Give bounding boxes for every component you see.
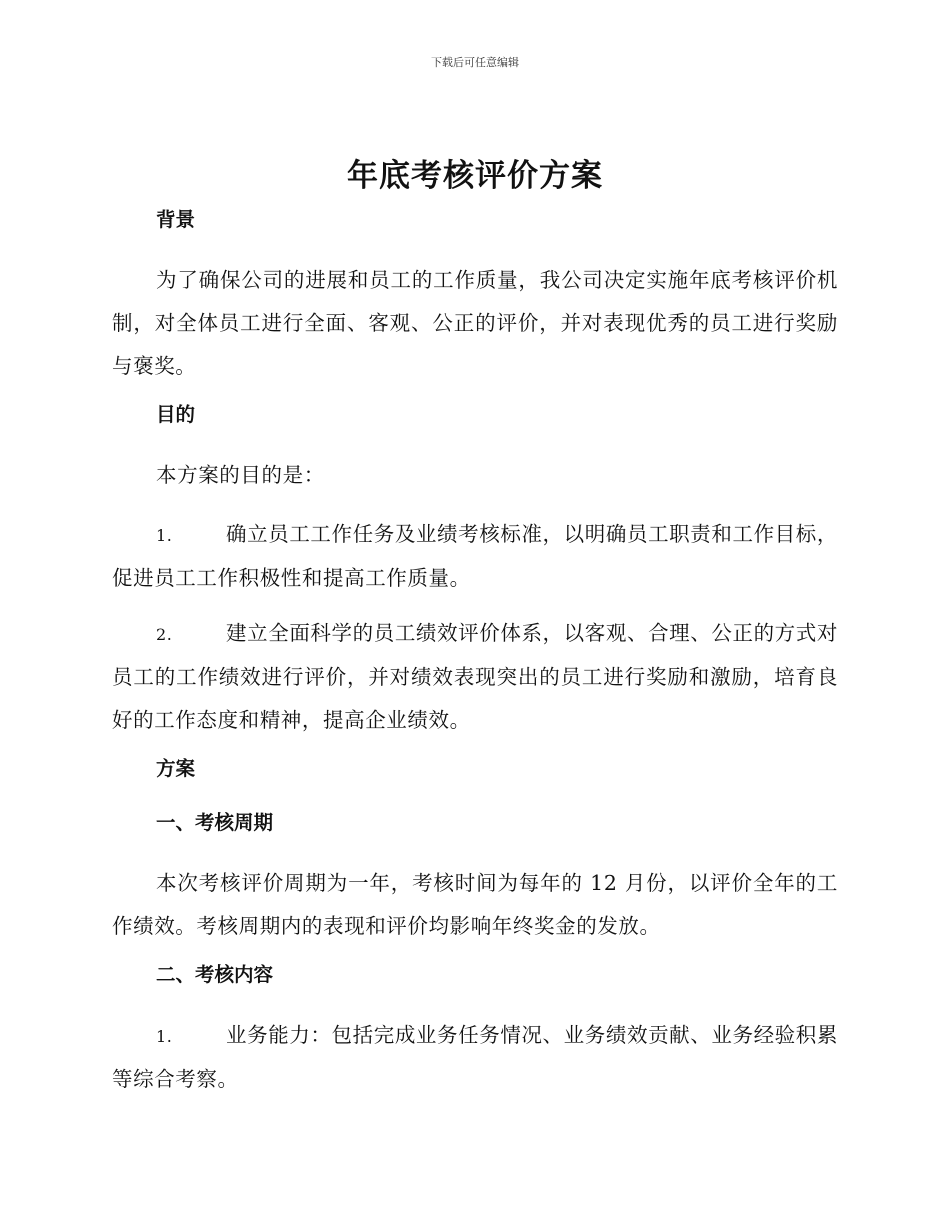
heading-plan: 方案 [156, 757, 196, 780]
paragraph-assessment-period: 本次考核评价周期为一年，考核时间为每年的 12 月份，以评价全年的工作绩效。考核周期内的表现和评价均影响年终奖金的发放。 [112, 871, 838, 938]
list-item [112, 1014, 838, 1101]
list-item-number: 1. [156, 526, 173, 545]
list-item-number: 1. [156, 1027, 173, 1046]
heading-assessment-content: 二、考核内容 [156, 963, 274, 986]
list-item-number: 2. [156, 625, 173, 644]
list-item [112, 513, 838, 600]
document-title: 年底考核评价方案 [347, 158, 603, 194]
list-item-text: 业务能力：包括完成业务任务情况、业务绩效贡献、业务经验积累等综合考察。 [112, 1023, 838, 1091]
page-header-note: 下载后可任意编辑 [431, 56, 519, 69]
heading-background: 背景 [156, 208, 196, 231]
list-item [112, 612, 838, 742]
paragraph-background: 为了确保公司的进展和员工的工作质量，我公司决定实施年底考核评价机制，对全体员工进行全面、客观、公正的评价，并对表现优秀的员工进行奖励与褒奖。 [112, 268, 838, 378]
paragraph-purpose-intro: 本方案的目的是： [156, 463, 325, 487]
heading-purpose: 目的 [156, 403, 196, 426]
document-body [112, 205, 838, 1113]
heading-assessment-period: 一、考核周期 [156, 811, 274, 834]
list-item-text: 确立员工工作任务及业绩考核标准，以明确员工职责和工作目标，促进员工工作积极性和提高工作质量。 [112, 522, 838, 590]
list-item-text: 建立全面科学的员工绩效评价体系，以客观、合理、公正的方式对员工的工作绩效进行评价，并对绩效表现突出的员工进行奖励和激励，培育良好的工作态度和精神，提高企业绩效。 [112, 621, 838, 732]
